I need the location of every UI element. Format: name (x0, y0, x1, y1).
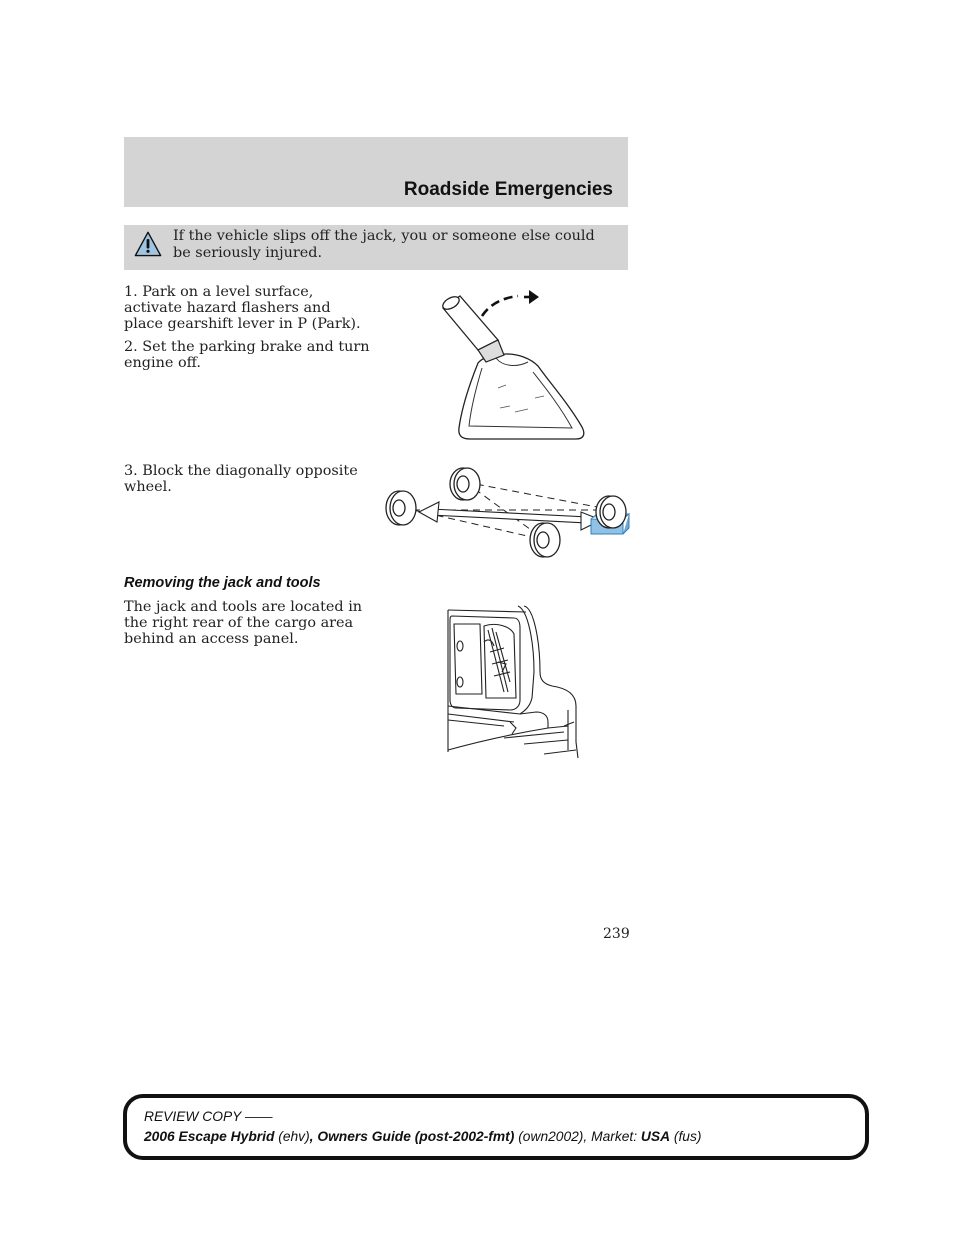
page-title: Roadside Emergencies (403, 179, 613, 200)
footer-sep-2: , Market: (583, 1129, 641, 1144)
footer-box (123, 1094, 869, 1160)
step-1-text: 1. Park on a level surface, activate hazard flashers and place gearshift lever in P (Park). (124, 284, 361, 332)
footer-market: USA (640, 1129, 671, 1144)
page-number: 239 (603, 926, 630, 942)
warning-box (124, 225, 628, 270)
footer-guide-code: (own2002) (514, 1129, 584, 1144)
warning-text: If the vehicle slips off the jack, you or someone else could be seriously injured. (173, 228, 595, 261)
section-heading: Removing the jack and tools (124, 575, 321, 591)
step-2-text: 2. Set the parking brake and turn engine off. (124, 339, 370, 371)
footer-review-copy: REVIEW COPY —— (144, 1109, 273, 1124)
section-text: The jack and tools are located in the right rear of the cargo area behind an access panel. (124, 599, 363, 647)
footer-market-code: (fus) (670, 1129, 702, 1144)
footer-model: 2006 Escape Hybrid (144, 1129, 275, 1144)
parking-brake-figure (440, 288, 590, 443)
footer-document-info (144, 1129, 701, 1144)
footer-model-code: (ehv) (274, 1129, 310, 1144)
warning-triangle-icon (134, 231, 162, 257)
wheel-block-figure (383, 462, 633, 564)
footer-guide: Owners Guide (post-2002-fmt) (317, 1129, 515, 1144)
section-header (124, 137, 628, 207)
cargo-area-figure (444, 602, 584, 760)
footer-sep-1: , (309, 1129, 318, 1144)
step-3-text: 3. Block the diagonally opposite wheel. (124, 463, 358, 495)
